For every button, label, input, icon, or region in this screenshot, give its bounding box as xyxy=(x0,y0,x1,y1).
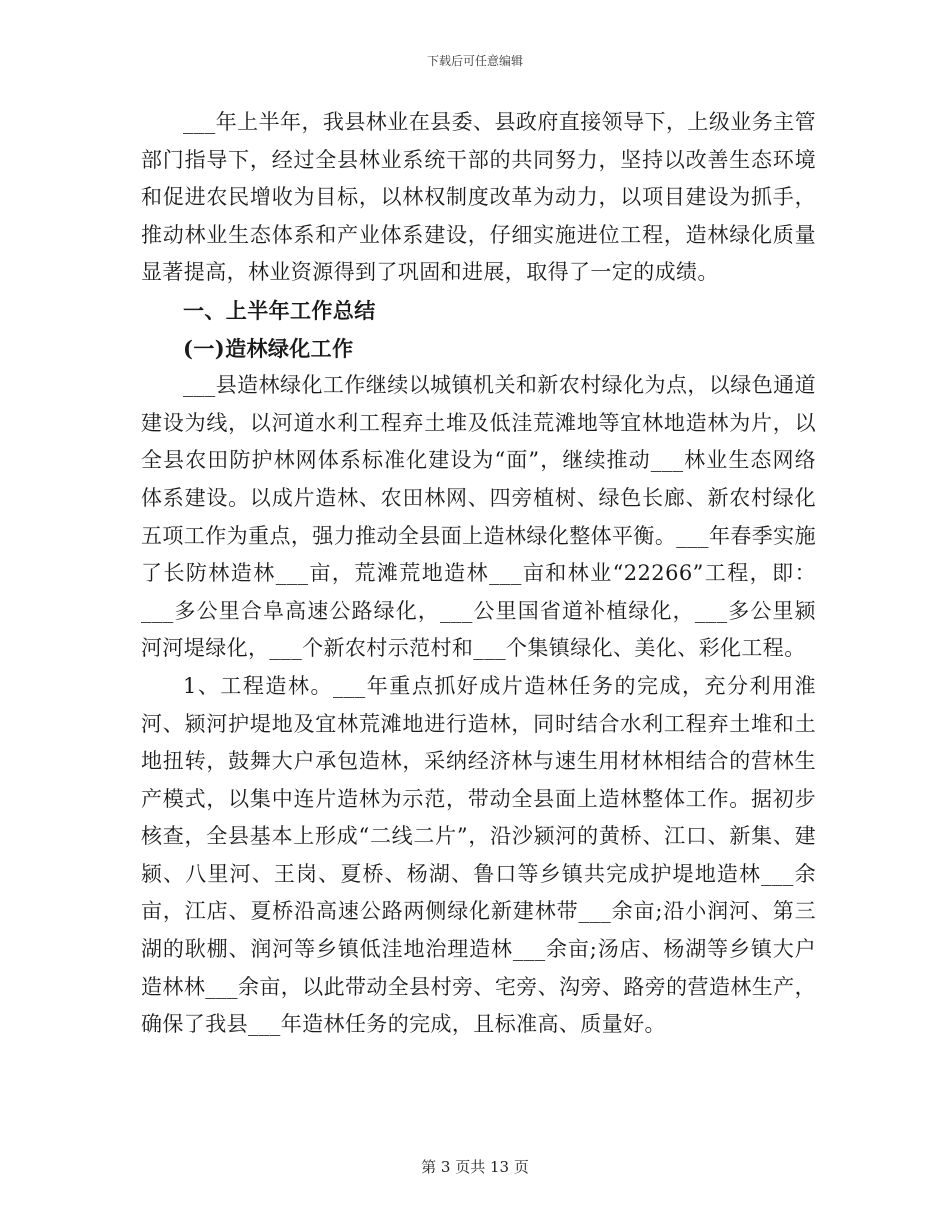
paragraph-engineering-afforestation: 1、工程造林。___年重点抓好成片造林任务的完成，充分利用淮河、颍河护堤地及宜林荒滩地进行造林，同时结合水利工程弃土堆和土地扭转，鼓舞大户承包造林，采纳经济林与速生用材林相结合的营林生产模式，以集中连片造林为示范，带动全县面上造林整体工作。据初步核查，全县基本上形成“二线二片”，沿沙颍河的黄桥、江口、新集、建颍、八里河、王岗、夏桥、杨湖、鲁口等乡镇共完成护堤地造林___余亩，江店、夏桥沿高速公路两侧绿化新建林带___余亩;沿小润河、第三湖的耿棚、润河等乡镇低洼地治理造林___余亩;汤店、杨湖等乡镇大户造林林___余亩，以此带动全县村旁、宅旁、沟旁、路旁的营造林生产，确保了我县___年造林任务的完成，且标准高、质量好。 xyxy=(141,673,816,1037)
section-heading: 一、上半年工作总结 xyxy=(183,297,376,323)
subsection-heading: (一)造林绿化工作 xyxy=(183,335,354,361)
document-body xyxy=(141,104,816,1044)
page-header-note: 下载后可任意编辑 xyxy=(426,54,523,68)
page-number: 第 3 页共 13 页 xyxy=(421,1158,529,1176)
paragraph-intro: ___年上半年，我县林业在县委、县政府直接领导下，上级业务主管部门指导下，经过全县林业系统干部的共同努力，坚持以改善生态环境和促进农民增收为目标，以林权制度改革为动力，以项目建设为抓手，推动林业生态体系和产业体系建设，仔细实施进位工程，造林绿化质量显著提高，林业资源得到了巩固和进展，取得了一定的成绩。 xyxy=(141,110,816,285)
paragraph-afforestation: ___县造林绿化工作继续以城镇机关和新农村绿化为点，以绿色通道建设为线，以河道水利工程弃土堆及低洼荒滩地等宜林地造林为片，以全县农田防护林网体系标准化建设为“面”，继续推动___林业生态网络体系建设。以成片造林、农田林网、四旁植树、绿色长廊、新农村绿化五项工作为重点，强力推动全县面上造林绿化整体平衡。___年春季实施了长防林造林___亩，荒滩荒地造林___亩和林业“22266”工程，即：___多公里合阜高速公路绿化，___公里国省道补植绿化，___多公里颍河河堤绿化，___个新农村示范村和___个集镇绿化、美化、彩化工程。 xyxy=(141,373,816,661)
